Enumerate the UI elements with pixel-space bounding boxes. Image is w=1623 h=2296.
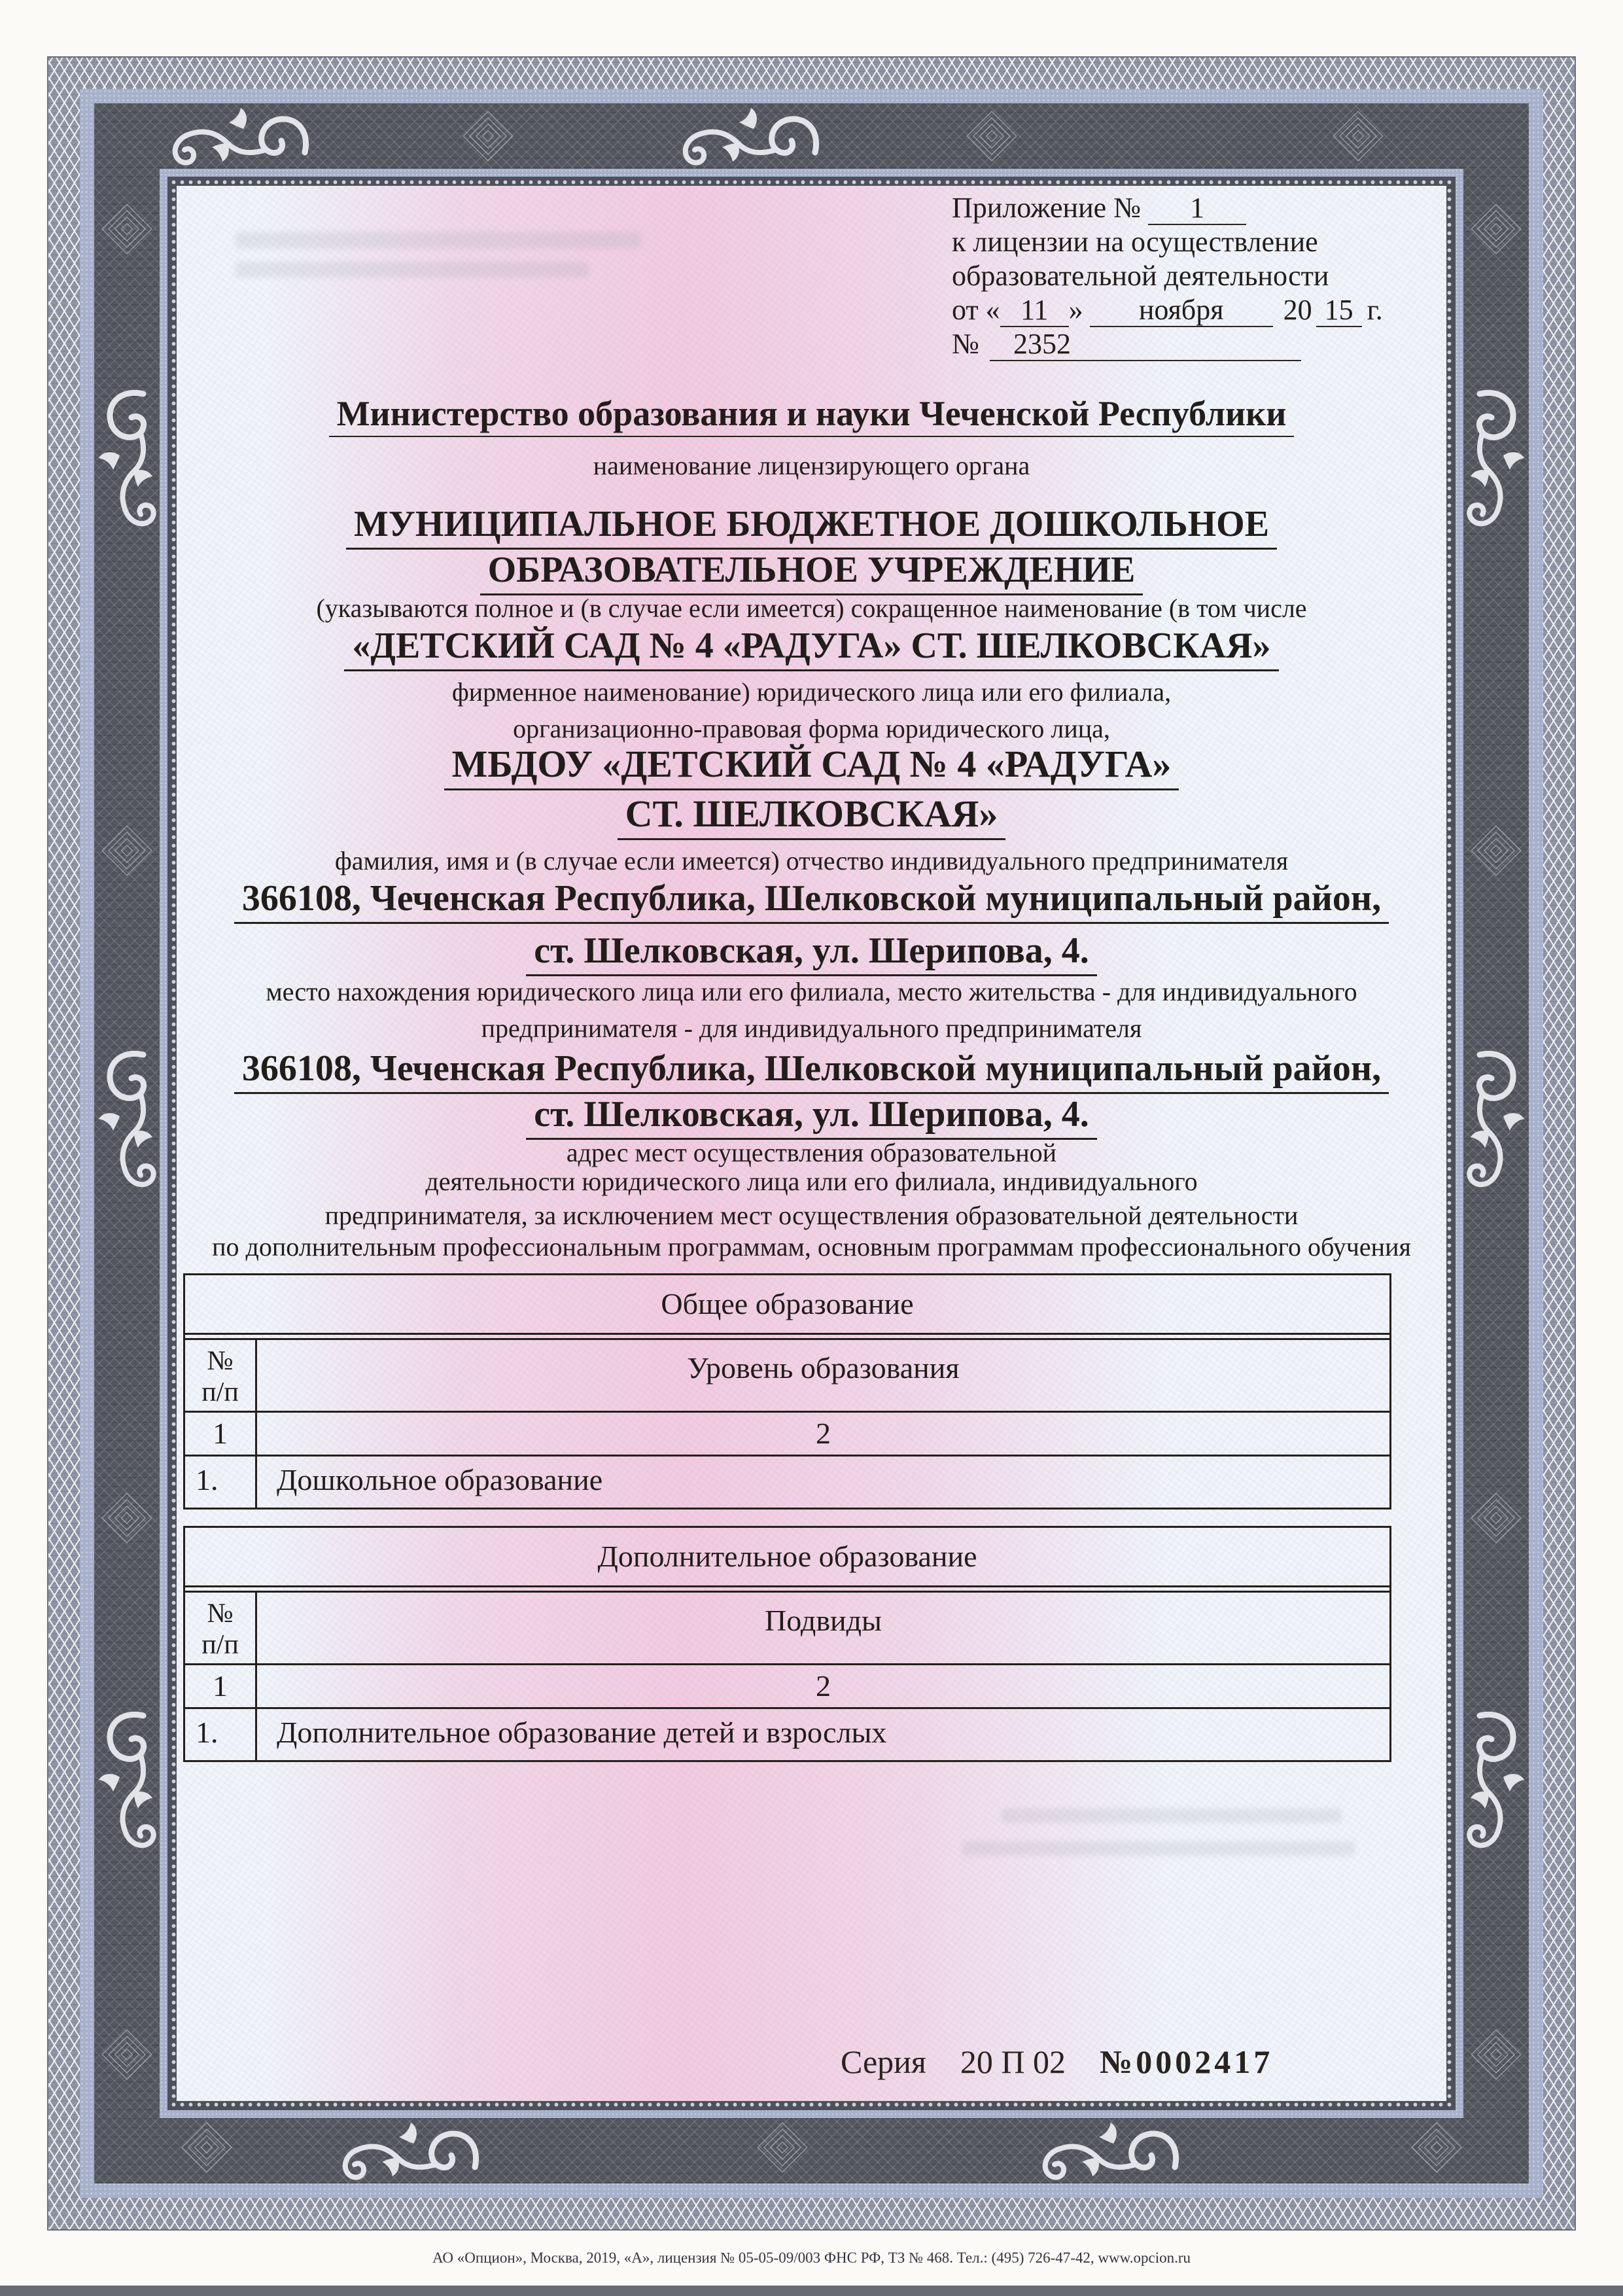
num-sign-sub: п/п [201, 1377, 239, 1407]
bleedthrough-artifact [1002, 1809, 1342, 1823]
legal-address-line2-text: ст. Шелковская, ул. Шерипова, 4. [526, 930, 1096, 976]
diamond-guilloche-icon [964, 109, 1019, 167]
appendix-line2: к лицензии на осуществление [952, 226, 1318, 258]
acanthus-flourish-icon [1466, 1706, 1526, 1867]
note-brand: фирменное наименование) юридического лица или его филиала, [451, 677, 1172, 707]
appendix-line3: образовательной деятельности [952, 260, 1329, 292]
org-full-name-line1-text: МУНИЦИПАЛЬНОЕ БЮДЖЕТНОЕ ДОШКОЛЬНОЕ [346, 504, 1277, 550]
num-sign: № [207, 1346, 234, 1376]
org-short-name-line2-text: СТ. ШЕЛКОВСКАЯ» [618, 793, 1006, 840]
note-location-line1: место нахождения юридического лица или его филиала, место жительства - для индивидуального [266, 977, 1357, 1006]
license-date-line [952, 293, 1429, 327]
diamond-guilloche-icon [1469, 1491, 1524, 1549]
blank-number: №0002417 [1100, 2043, 1274, 2080]
acanthus-flourish-icon [1466, 385, 1526, 545]
diamond-guilloche-icon [461, 109, 515, 167]
note-location-line2: предпринимателя - для индивидуального предпринимателя [481, 1014, 1142, 1043]
licensing-authority-name [177, 394, 1446, 437]
acanthus-flourish-icon [97, 1046, 157, 1206]
org-brand-name-text: «ДЕТСКИЙ САД № 4 «РАДУГА» СТ. ШЕЛКОВСКАЯ» [344, 626, 1278, 671]
diamond-guilloche-icon [1469, 202, 1524, 260]
table-header-row [185, 1593, 1389, 1665]
index-cell-2: 2 [816, 1417, 831, 1450]
license-number-line [952, 327, 1429, 361]
diamond-guilloche-icon [1469, 2027, 1524, 2085]
org-short-name-line1-text: МБДОУ «ДЕТСКИЙ САД № 4 «РАДУГА» [444, 743, 1179, 790]
table-header-row [185, 1340, 1389, 1413]
table-col-num-header [185, 1593, 257, 1663]
index-cell-2: 2 [816, 1669, 831, 1703]
series-code: 20 П 02 [960, 2043, 1066, 2080]
date-century: 20 [1283, 294, 1312, 326]
license-number-label: № [952, 328, 979, 360]
activity-address-line2 [177, 1094, 1446, 1140]
printer-imprint: АО «Опцион», Москва, 2019, «А», лицензия № 05-05-09/003 ФНС РФ, ТЗ № 468. Тел.: (495) 726-47-42, www.opcion.ru [432, 2250, 1191, 2266]
licensing-authority-caption: наименование лицензирующего органа [593, 451, 1030, 480]
date-suffix: г. [1367, 294, 1383, 326]
date-close-quote: » [1068, 294, 1083, 326]
legal-address-line1-text: 366108, Чеченская Республика, Шелковской муниципальный район, [234, 878, 1389, 924]
table-title: Общее образование [185, 1275, 1389, 1335]
note-activity-line2: деятельности юридического лица или его филиала, индивидуального [425, 1167, 1198, 1196]
diamond-guilloche-icon [1469, 823, 1524, 881]
index-cell-1: 1 [185, 1413, 257, 1455]
table-col-num-header [185, 1340, 257, 1411]
table-divider [185, 1587, 1389, 1593]
certificate-content [177, 186, 1446, 2101]
licensing-authority-text: Министерство образования и науки Чеченской Республики [329, 394, 1295, 437]
note-activity-line1: адрес мест осуществления образовательной [566, 1138, 1057, 1167]
diamond-guilloche-icon [99, 202, 154, 260]
row-number-cell: 1. [185, 1457, 257, 1508]
num-sign-sub: п/п [201, 1630, 239, 1660]
bleedthrough-artifact [236, 232, 641, 249]
table-col-value-header: Подвиды [765, 1604, 882, 1637]
appendix-label: Приложение № [952, 192, 1142, 224]
diamond-guilloche-icon [99, 1491, 154, 1549]
license-number-value: 2352 [990, 330, 1301, 361]
acanthus-flourish-icon [667, 106, 824, 166]
acanthus-flourish-icon [97, 1706, 157, 1867]
table-index-row [185, 1665, 1389, 1709]
diamond-guilloche-icon [1409, 2120, 1464, 2178]
diamond-guilloche-icon [1331, 109, 1386, 167]
scan-edge-strip [0, 2286, 1623, 2296]
diamond-guilloche-icon [99, 823, 154, 881]
note-activity-line4: по дополнительным профессиональным программам, основным программам профессионального обучения [212, 1232, 1411, 1262]
table-row [185, 1457, 1389, 1508]
num-sign: № [207, 1598, 234, 1629]
org-short-name-line2 [177, 793, 1446, 840]
series-label: Серия [841, 2043, 926, 2080]
acanthus-flourish-icon [1466, 1046, 1526, 1206]
org-full-name-line1 [177, 504, 1446, 550]
note-full-name: (указываются полное и (в случае если имеется) сокращенное наименование (в том числе [316, 593, 1307, 623]
general-education-table [183, 1273, 1391, 1510]
table-col-value-header: Уровень образования [687, 1351, 960, 1385]
bleedthrough-artifact [962, 1841, 1355, 1856]
acanthus-flourish-icon [1027, 2121, 1184, 2181]
legal-address-line2 [177, 930, 1446, 976]
appendix-number-value: 1 [1148, 194, 1246, 225]
acanthus-flourish-icon [157, 106, 314, 166]
org-short-name-line1 [177, 743, 1446, 790]
bleedthrough-artifact [236, 262, 589, 277]
row-value-cell: Дополнительное образование детей и взрослых [277, 1716, 887, 1749]
index-cell-1: 1 [185, 1665, 257, 1707]
appendix-header-block [952, 191, 1429, 361]
org-full-name-line2 [177, 550, 1446, 595]
note-entrepreneur: фамилия, имя и (в случае если имеется) отчество индивидуального предпринимателя [334, 846, 1289, 875]
table-row [185, 1709, 1389, 1760]
activity-address-line1 [177, 1048, 1446, 1094]
appendix-number-line [952, 191, 1429, 225]
additional-education-table [183, 1526, 1391, 1762]
activity-address-line1-text: 366108, Чеченская Республика, Шелковской муниципальный район, [234, 1048, 1389, 1094]
acanthus-flourish-icon [327, 2121, 484, 2181]
org-brand-name [177, 626, 1446, 671]
license-date-day: 11 [1000, 296, 1069, 327]
diamond-guilloche-icon [99, 2027, 154, 2085]
acanthus-flourish-icon [97, 385, 157, 545]
table-divider [185, 1335, 1389, 1340]
table-title: Дополнительное образование [185, 1528, 1389, 1587]
activity-address-line2-text: ст. Шелковская, ул. Шерипова, 4. [526, 1094, 1096, 1140]
note-activity-line3: предпринимателя, за исключением мест осуществления образовательной деятельности [324, 1201, 1299, 1230]
date-prefix: от « [952, 294, 1000, 326]
certificate-sheet [47, 56, 1576, 2231]
legal-address-line1 [177, 878, 1446, 924]
row-number-cell: 1. [185, 1709, 257, 1760]
diamond-guilloche-icon [755, 2120, 810, 2178]
license-date-month: ноября [1090, 296, 1273, 327]
table-index-row [185, 1413, 1389, 1457]
note-legal-form: организационно-правовая форма юридического лица, [513, 714, 1110, 743]
org-full-name-line2-text: ОБРАЗОВАТЕЛЬНОЕ УЧРЕЖДЕНИЕ [480, 550, 1143, 595]
series-number-block [841, 2043, 1273, 2081]
row-value-cell: Дошкольное образование [277, 1463, 603, 1496]
diamond-guilloche-icon [179, 2120, 234, 2178]
license-date-year: 15 [1316, 296, 1362, 327]
